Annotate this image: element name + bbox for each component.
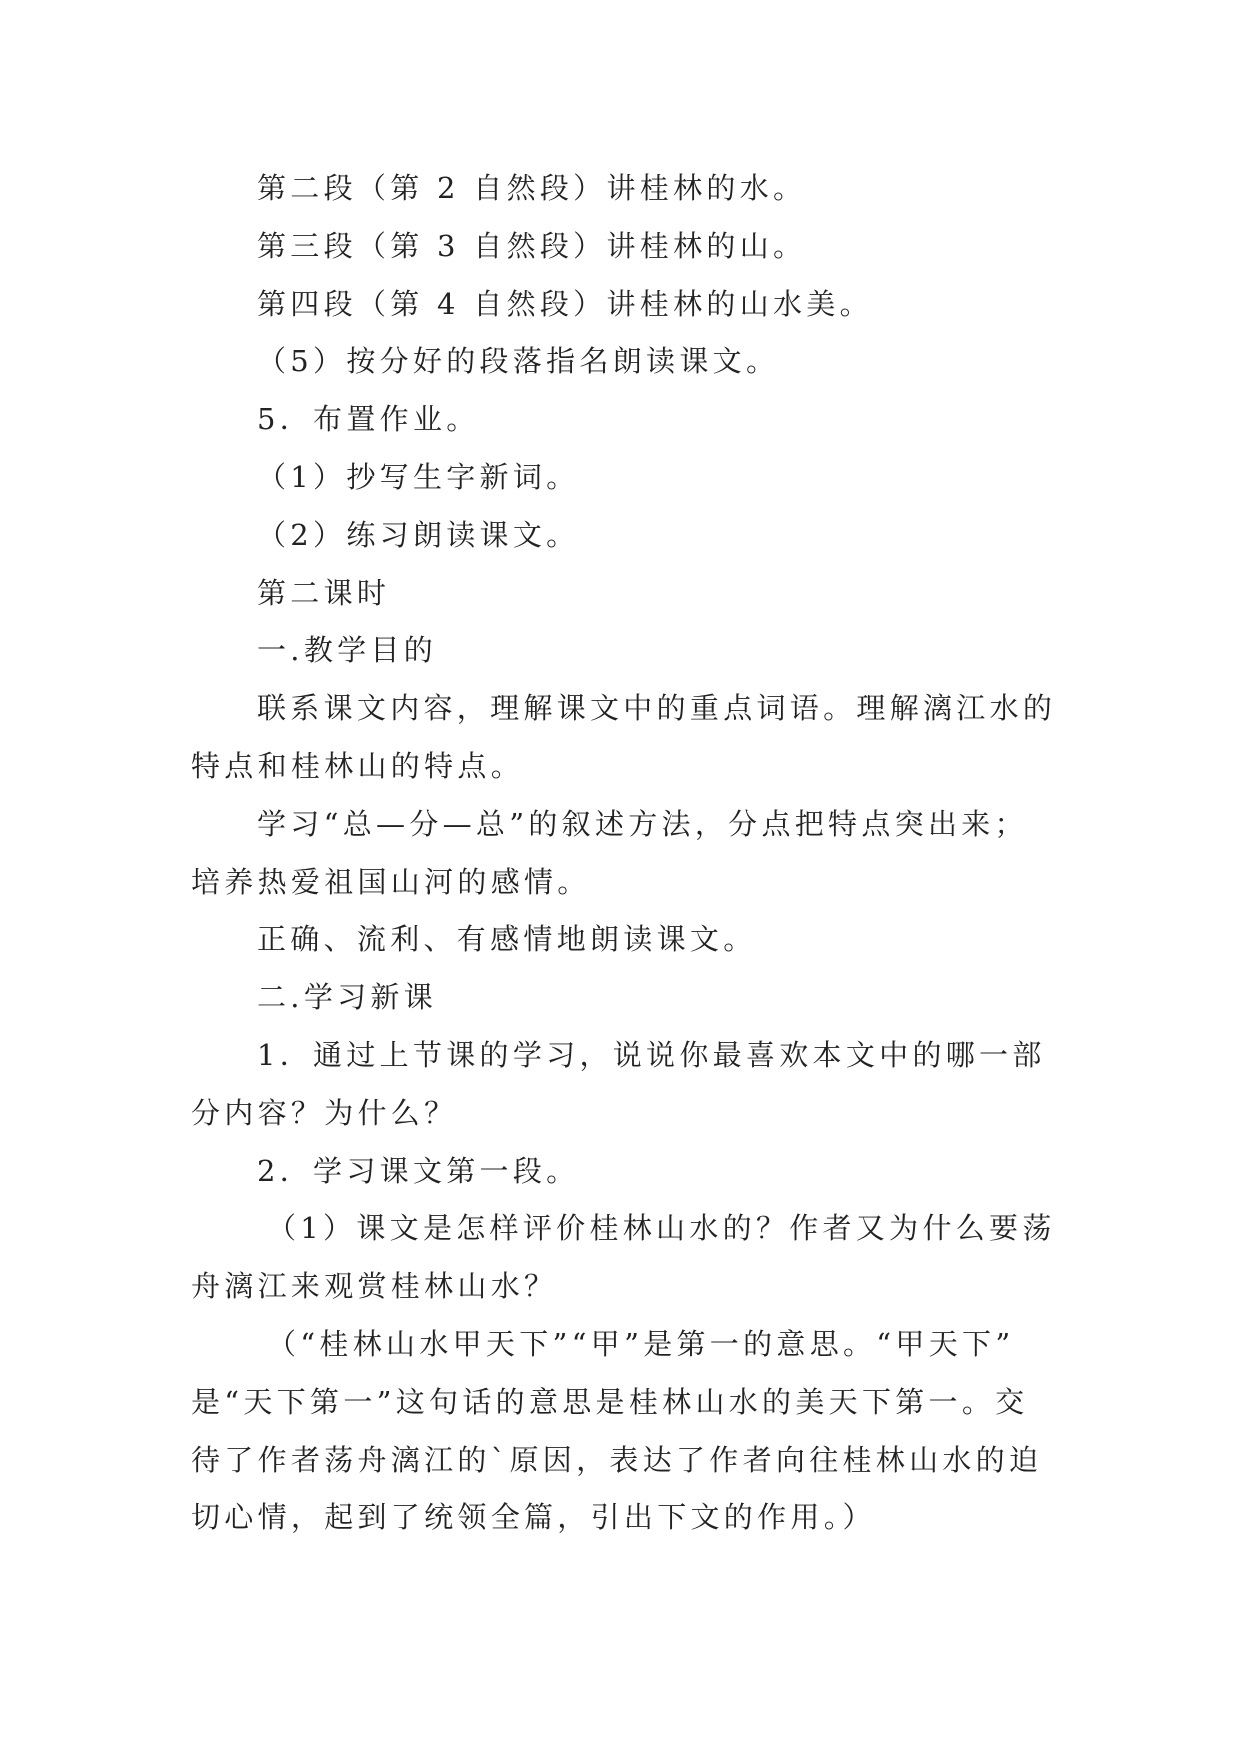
text-line: 待了作者荡舟漓江的`原因，表达了作者向往桂林山水的迫 [191, 1442, 1043, 1477]
text-line: 2．学习课文第一段。 [257, 1153, 580, 1188]
text-line: 学习“总—分—总”的叙述方法，分点把特点突出来； [257, 806, 1028, 841]
text-line: （1）抄写生字新词。 [257, 459, 580, 494]
text-line: 第三段（第 3 自然段）讲桂林的山。 [257, 228, 807, 263]
text-line: 5．布置作业。 [257, 402, 480, 437]
text-line: 正确、流利、有感情地朗读课文。 [257, 922, 757, 957]
document-body [191, 160, 1057, 1547]
section-heading: 二.学习新课 [257, 980, 438, 1015]
text-line: 切心情，起到了统领全篇，引出下文的作用。） [191, 1500, 876, 1535]
text-line: 1．通过上节课的学习，说说你最喜欢本文中的哪一部 [257, 1037, 1046, 1072]
text-line: 舟漓江来观赏桂林山水？ [191, 1269, 558, 1304]
text-line: 特点和桂林山的特点。 [191, 748, 525, 783]
section-heading: 第二课时 [257, 575, 391, 610]
text-line: 联系课文内容，理解课文中的重点词语。理解漓江水的 [257, 691, 1057, 726]
text-line: 第四段（第 4 自然段）讲桂林的山水美。 [257, 286, 873, 321]
text-line: （5）按分好的段落指名朗读课文。 [257, 344, 780, 379]
text-line: 是“天下第一”这句话的意思是桂林山水的美天下第一。交 [191, 1384, 1029, 1419]
text-line: 第二段（第 2 自然段）讲桂林的水。 [257, 171, 807, 205]
text-line: （2）练习朗读课文。 [257, 517, 580, 552]
text-line: （1）课文是怎样评价桂林山水的？作者又为什么要荡 [267, 1211, 1056, 1246]
section-heading: 一.教学目的 [257, 633, 438, 668]
text-line: （“桂林山水甲天下”“甲”是第一的意思。“甲天下” [267, 1326, 1015, 1361]
text-line: 分内容？为什么？ [191, 1095, 458, 1130]
text-line: 培养热爱祖国山河的感情。 [191, 864, 591, 899]
